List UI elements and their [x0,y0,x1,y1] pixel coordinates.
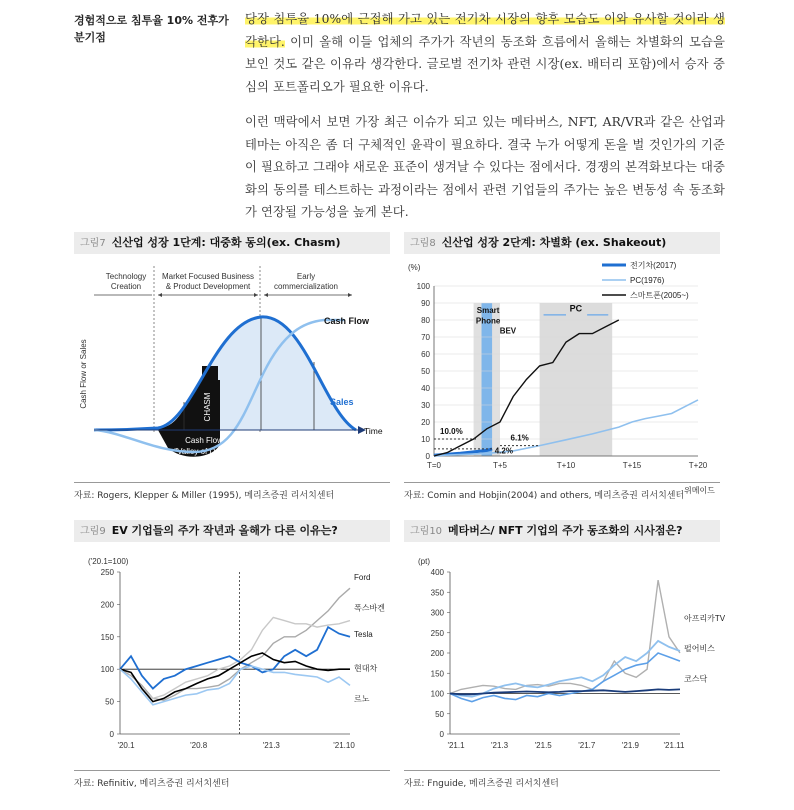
series-label-0: 위메이드 [684,486,715,495]
annotation-6-1pct: 6.1% [510,433,529,443]
figure-9-chart [74,548,390,764]
x-tick-label: '21.9 [621,741,639,750]
y-tick-label: 90 [421,299,430,308]
legend-label-2: 스마트폰(2005~) [630,291,689,300]
stage-label-3a: Early [296,272,316,281]
y-tick-label: 300 [430,608,444,618]
figure-10-source: 자료: Fnguide, 메리츠증권 리서치센터 [404,770,720,790]
figure-9-title-text: EV 기업들의 주가 작년과 올해가 다른 이유는? [111,524,338,537]
figure-7-source: 자료: Rogers, Klepper & Miller (1995), 메리츠증권 리서치센터 [74,482,390,502]
stage-label-1b: Creation [110,282,142,291]
y-tick-label: 30 [421,401,430,410]
y-tick-label: 400 [430,568,444,577]
series-label-3: 코스닥 [684,674,708,684]
y-tick-label: 100 [100,665,114,675]
figure-9-svg [74,548,390,764]
figure-9-number: 그림9 [80,526,106,537]
y-unit-label: (pt) [418,557,430,566]
series-label-2: Tesla [354,629,373,639]
valley-label-1: Cash Flow [185,436,223,445]
figure-9-title [74,520,390,542]
cash-flow-label: Cash Flow [324,316,370,326]
x-tick-label: '21.1 [447,741,465,750]
sidebar-heading-line1: 경험적으로 침투율 10% 전후가 [74,14,229,27]
x-tick-label: T+15 [622,461,642,470]
pc-label: PC [569,303,583,314]
y-tick-label: 10 [421,435,430,444]
y-tick-label: 150 [100,632,114,642]
y-tick-label: 20 [421,418,430,427]
figure-10-number: 그림10 [410,526,443,537]
legend-label-1: PC(1976) [630,276,665,285]
figure-8-title [404,232,720,254]
figure-10-title [404,520,720,542]
y-tick-label: 250 [430,628,444,638]
y-unit-label: (%) [408,263,421,272]
x-tick-label: T+5 [492,461,508,470]
series-line-2 [120,627,350,689]
y-tick-label: 100 [416,282,430,291]
series-label-2: 펄어비스 [684,644,715,654]
series-line-2 [450,653,680,702]
shaded-region-2 [540,303,613,456]
figure-8-title-text: 신산업 성장 2단계: 차별화 (ex. Shakeout) [441,236,667,249]
sidebar-heading-line2: 분기점 [74,31,106,44]
series-label-3: 현대차 [354,664,378,674]
figure-7-chasm-diagram [74,262,390,480]
section-sidebar-heading [74,12,234,46]
y-tick-label: 0 [109,730,114,739]
x-tick-label: T+20 [688,461,708,470]
y-unit-label: ('20.1=100) [88,557,129,566]
y-tick-label: 250 [100,568,114,577]
figure-10-title-text: 메타버스/ NFT 기업의 주가 동조화의 시사점은? [448,524,683,537]
series-line-1 [450,641,680,697]
chasm-diagram-svg [74,262,390,480]
smartphone-label-1: Smart [476,306,500,316]
x-tick-label: T=0 [426,461,442,470]
series-label-1: 폭스바겐 [354,603,385,613]
x-tick-label: T+10 [556,461,576,470]
paragraph-2: 이런 맥락에서 보면 가장 최근 이슈가 되고 있는 메타버스, NFT, AR/VR과 같은 산업과 테마는 아직은 좀 더 구체적인 윤곽이 필요하다. 결국 누가 어떻게 돈을 벌 것인가의 기준이 필요하고 그래야 새로운 표준이 생겨날 수 있다는 점에서다. 경쟁의 본격화보다는 대중화의 동의를 테스트하는 과정이라는 점에서 관련 기업들의 주가는 높은 변동성 속 동조화가 연장될 가능성을 높게 본다. [245,115,725,219]
figure-8-number: 그림8 [410,238,436,249]
annotation-4-2pct: 4.2% [494,446,513,456]
sales-label: Sales [330,397,354,407]
y-tick-label: 200 [430,649,444,658]
stage-label-2b: & Product Development [165,282,251,291]
y-tick-label: 40 [421,384,430,393]
body-text [245,8,725,224]
y-tick-label: 80 [421,316,430,325]
y-tick-label: 0 [439,730,444,739]
y-axis-label: Cash Flow or Sales [79,339,88,409]
series-label-1: 아프리카TV [684,613,726,623]
x-tick-label: '21.5 [534,741,552,750]
valley-label-2: "Valley of Death" [174,447,234,456]
legend-label-0: 전기차(2017) [630,261,677,270]
highlighted-sentence: 당장 침투율 10%에 근접해 가고 있는 전기차 시장의 향후 모습도 이와 유사할 것이라 생각한다. [245,12,725,49]
figure-8-svg [404,258,720,480]
y-tick-label: 100 [430,689,444,699]
y-tick-label: 50 [105,697,114,707]
series-label-4: 르노 [354,694,370,704]
chasm-label: CHASM [203,392,212,422]
annotation-10pct: 10.0% [440,426,463,436]
figure-7-number: 그림7 [80,238,106,249]
smartphone-label-2: Phone [475,316,501,326]
series-line-0 [120,588,350,700]
x-tick-label: '20.8 [190,741,208,750]
stage-label-1a: Technology [105,272,147,281]
paragraph-1-rest: 이미 올해 이들 업체의 주가가 작년의 동조화 흐름에서 올해는 차별화의 모습을 보인 것도 같은 이유라 생각한다. 글로벌 전기차 관련 시장(ex. 배터리 포함)에서 승자 중심의 포트폴리오가 필요한 이유다. [245,34,725,94]
y-tick-label: 0 [425,452,430,461]
stage-label-3b: commercialization [273,282,339,291]
series-label-0: Ford [354,573,371,583]
figure-7-title-text: 신산업 성장 1단계: 대중화 동의(ex. Chasm) [111,236,341,249]
paragraph-1 [245,8,725,98]
figure-8-source: 자료: Comin and Hobjin(2004) and others, 메리츠증권 리서치센터 [404,482,720,502]
shaded-region-1 [482,303,493,456]
bev-label: BEV [499,326,517,336]
x-tick-label: '21.3 [491,741,509,750]
y-tick-label: 60 [421,350,430,359]
series-line-0 [450,580,680,693]
x-tick-label: '20.1 [117,741,135,750]
figure-8-chart [404,258,720,480]
x-tick-label: '21.3 [262,741,280,750]
y-tick-label: 350 [430,588,444,598]
y-tick-label: 200 [100,600,114,610]
x-tick-label: '21.11 [663,741,685,750]
time-label: Time [364,426,383,436]
figure-9-source: 자료: Refinitiv, 메리츠증권 리서치센터 [74,770,390,790]
y-tick-label: 150 [430,669,444,679]
x-tick-label: '21.7 [578,741,596,750]
stage-label-2a: Market Focused Business [161,272,255,281]
y-tick-label: 50 [421,367,430,376]
x-tick-label: '21.10 [333,741,355,750]
figure-7-title [74,232,390,254]
y-tick-label: 50 [435,709,444,719]
y-tick-label: 70 [421,333,430,342]
